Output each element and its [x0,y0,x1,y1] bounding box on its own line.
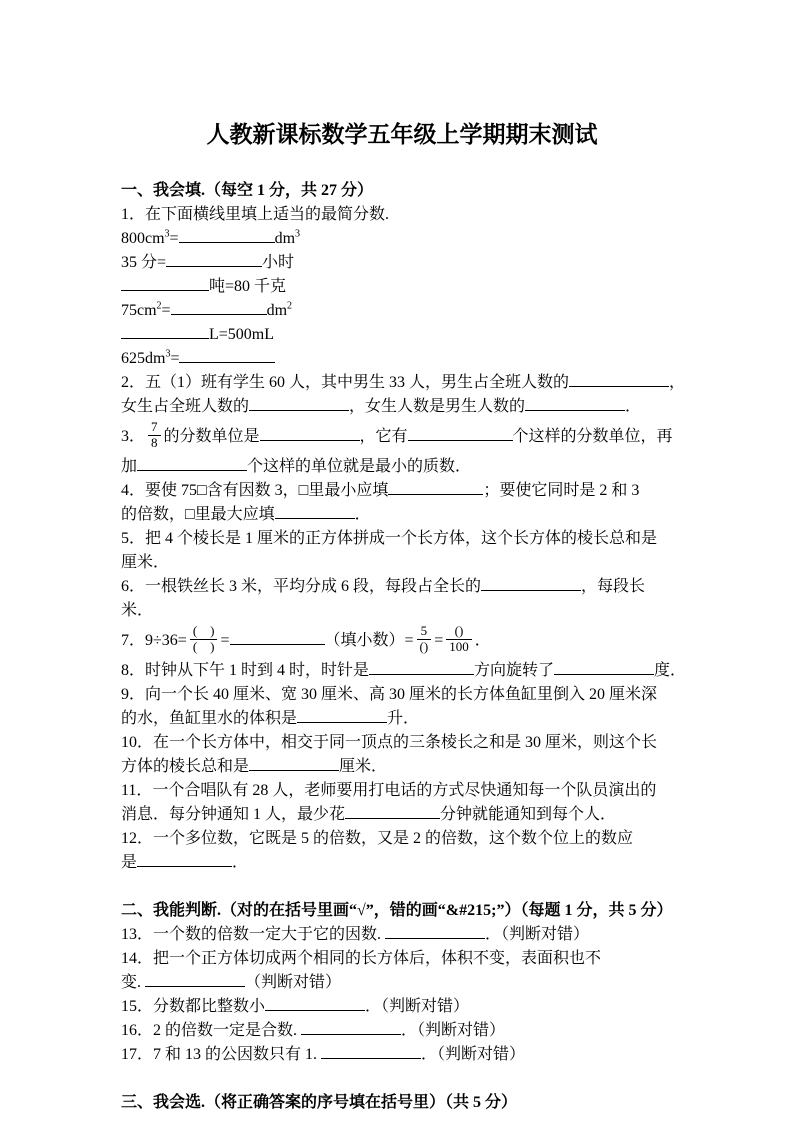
text-run: 3． [121,428,146,445]
text-run: 35 分= [121,254,167,271]
answer-blank [388,480,483,495]
q5-line2 [121,551,683,575]
text-run: 6．一根铁丝长 3 米，平均分成 6 段，每段占全长的 [121,578,482,595]
text-run: ；要使它同时是 2 和 3 [483,482,640,499]
answer-blank [121,276,209,291]
text-run: = [220,632,230,649]
text-run: 2．五（1）班有学生 60 人，其中男生 33 人，男生占全班人数的 [121,374,570,391]
fraction-numerator: 5 [417,624,432,640]
text-run: 16．2 的倍数一定是合数. [121,1022,302,1039]
text-run: 女生占全班人数的 [121,398,250,415]
text-run: 三、我会选.（将正确答案的序号填在括号里）（共 5 分） [121,1094,518,1111]
answer-blank [249,756,339,771]
text-run: 12．一个多位数，它既是 5 的倍数，又是 2 的倍数，这个数个位上的数应 [121,830,634,847]
section-heading-fill [121,179,683,203]
fraction-denominator: ( ) [192,638,215,654]
answer-blank [145,972,245,987]
answer-blank [166,252,262,267]
answer-blank [275,504,355,519]
text-run: 变. [121,974,146,991]
q10-line1 [121,731,683,755]
text-run: 厘米． [339,758,388,775]
answer-blank [321,1044,421,1059]
text-run: （判断对错） [245,974,342,991]
text-run: 625dm [121,350,166,367]
q4-line1 [121,479,683,503]
q7-line [121,623,683,659]
answer-blank [260,426,360,441]
text-run: ． [232,854,249,871]
exam-body [121,179,687,1115]
q14-line2 [121,971,683,995]
text-run: 米． [121,602,154,619]
superscript: 2 [287,300,293,312]
text-run: ．（判断对错） [365,998,470,1015]
q12-line2 [121,851,683,875]
fraction-denominator: () [419,638,429,654]
text-run: 11．一个合唱队有 28 人，老师要用打电话的方式尽快通知每一个队员演出的 [121,782,657,799]
q1-line-minutes [121,251,683,275]
superscript: 3 [295,228,301,240]
text-run: 的水，鱼缸里水的体积是 [121,710,298,727]
text-run: 厘米． [121,554,170,571]
answer-blank [481,576,581,591]
superscript: 3 [164,228,170,240]
section-heading-judge [121,899,683,923]
q13-line [121,923,683,947]
q1-prompt [121,203,683,227]
q4-line2 [121,503,683,527]
text-run: 方向旋转了 [474,662,555,679]
fraction [446,624,472,655]
q15-line [121,995,683,1019]
text-run: （填小数）= [324,632,414,649]
fraction [148,420,161,451]
text-run: 消息．每分钟通知 1 人，最少花 [121,806,346,823]
answer-blank [297,708,387,723]
text-run: = [434,632,444,649]
text-run: = [161,302,171,319]
text-run: 分钟就能通知到每个人． [440,806,617,823]
q6-line1 [121,575,683,599]
q1-line-cm3 [121,227,683,251]
text-run: ，女生人数是男生人数的 [349,398,526,415]
text-run: = [170,350,180,367]
text-run: dm [266,302,288,319]
text-run: = [169,230,179,247]
text-run: 加 [121,458,138,475]
superscript: 3 [165,348,171,360]
q16-line [121,1019,683,1043]
q2-line2 [121,395,683,419]
text-run: 15．分数都比整数小 [121,998,266,1015]
text-run: 吨=80 千克 [209,278,287,295]
page-title: 人教新课标数学五年级上学期期末测试 [206,122,598,147]
q3-line2 [121,455,683,479]
q6-line2 [121,599,683,623]
section-heading-choose [121,1091,683,1115]
text-run: dm [274,230,296,247]
q14-line1 [121,947,683,971]
q2-line1 [121,371,686,395]
superscript: 2 [156,300,162,312]
text-run: ． [474,632,491,649]
answer-blank [369,660,474,675]
answer-blank [171,300,267,315]
text-run: 75cm [121,302,157,319]
text-run: 9．向一个长 40 厘米、宽 30 厘米、高 30 厘米的长方体鱼缸里倒入 20 厘米深 [121,686,658,703]
text-run: ． [625,398,642,415]
text-run: 14．把一个正方体切成两个相同的长方体后，体积不变，表面积也不 [121,950,602,967]
text-run: ．（判断对错） [485,926,590,943]
text-run: L=500mL [209,326,275,343]
answer-blank [179,228,275,243]
text-run: 一、我会填.（每空 1 分，共 27 分） [121,182,374,199]
answer-blank [179,348,275,363]
text-run: 800cm [121,230,165,247]
answer-blank [137,852,232,867]
text-run: 10．在一个长方体中，相交于同一顶点的三条棱长之和是 30 厘米，则这个长 [121,734,658,751]
q1-line-liters [121,323,683,347]
q11-line2 [121,803,683,827]
fraction-numerator: ( ) [190,624,218,640]
q3-line1 [121,419,683,455]
q9-line2 [121,707,683,731]
q12-line1 [121,827,683,851]
answer-blank [569,372,669,387]
text-run: ． [354,506,371,523]
fraction-denominator: 8 [151,434,158,450]
q10-line2 [121,755,683,779]
text-run: 的分数单位是 [163,428,260,445]
text-run: 17．7 和 13 的公因数只有 1. [121,1046,322,1063]
fraction-numerator: 7 [148,420,161,436]
answer-blank [301,1020,401,1035]
text-run: 13．一个数的倍数一定大于它的因数. [121,926,386,943]
answer-blank [121,324,209,339]
q1-line-cm2 [121,299,683,323]
text-run: 8．时钟从下午 1 时到 4 时，时针是 [121,662,370,679]
answer-blank [230,630,325,645]
text-run: 7．9÷36= [121,632,187,649]
text-run: 的倍数，□里最大应填 [121,506,275,523]
q17-line [121,1043,683,1067]
q1-line-dm3 [121,347,683,371]
answer-blank [249,396,349,411]
q1-line-tons [121,275,683,299]
answer-blank [137,456,247,471]
text-run: ， [669,374,686,391]
fraction [417,624,432,655]
text-run: ．（判断对错） [421,1046,526,1063]
text-run: 升． [387,710,420,727]
text-run: 1．在下面横线里填上适当的最简分数. [121,206,390,223]
text-run: 小时 [262,254,295,271]
text-run: 是 [121,854,138,871]
answer-blank [408,426,513,441]
text-run: ．（判断对错） [401,1022,506,1039]
q9-line1 [121,683,683,707]
q5-line1 [121,527,683,551]
text-run: 个这样的分数单位，再 [512,428,673,445]
text-run: 二、我能判断.（对的在括号里画“√”，错的画“&#215;”）（每题 1 分，共 5 分） [121,902,673,919]
fraction [190,624,218,655]
q8-line [121,659,687,683]
answer-blank [345,804,440,819]
answer-blank [265,996,365,1011]
text-run: 5．把 4 个棱长是 1 厘米的正方体拼成一个长方体，这个长方体的棱长总和是 [121,530,658,547]
text-run: ，它有 [359,428,408,445]
text-run: 个这样的单位就是最小的质数． [247,458,472,475]
answer-blank [554,660,654,675]
text-run: ，每段长 [581,578,646,595]
fraction-numerator: () [446,624,472,640]
q11-line1 [121,779,683,803]
answer-blank [385,924,485,939]
answer-blank [525,396,625,411]
text-run: 4．要使 75□含有因数 3，□里最小应填 [121,482,389,499]
text-run: 度． [654,662,687,679]
fraction-denominator: 100 [449,638,469,654]
text-run: 方体的棱长总和是 [121,758,250,775]
